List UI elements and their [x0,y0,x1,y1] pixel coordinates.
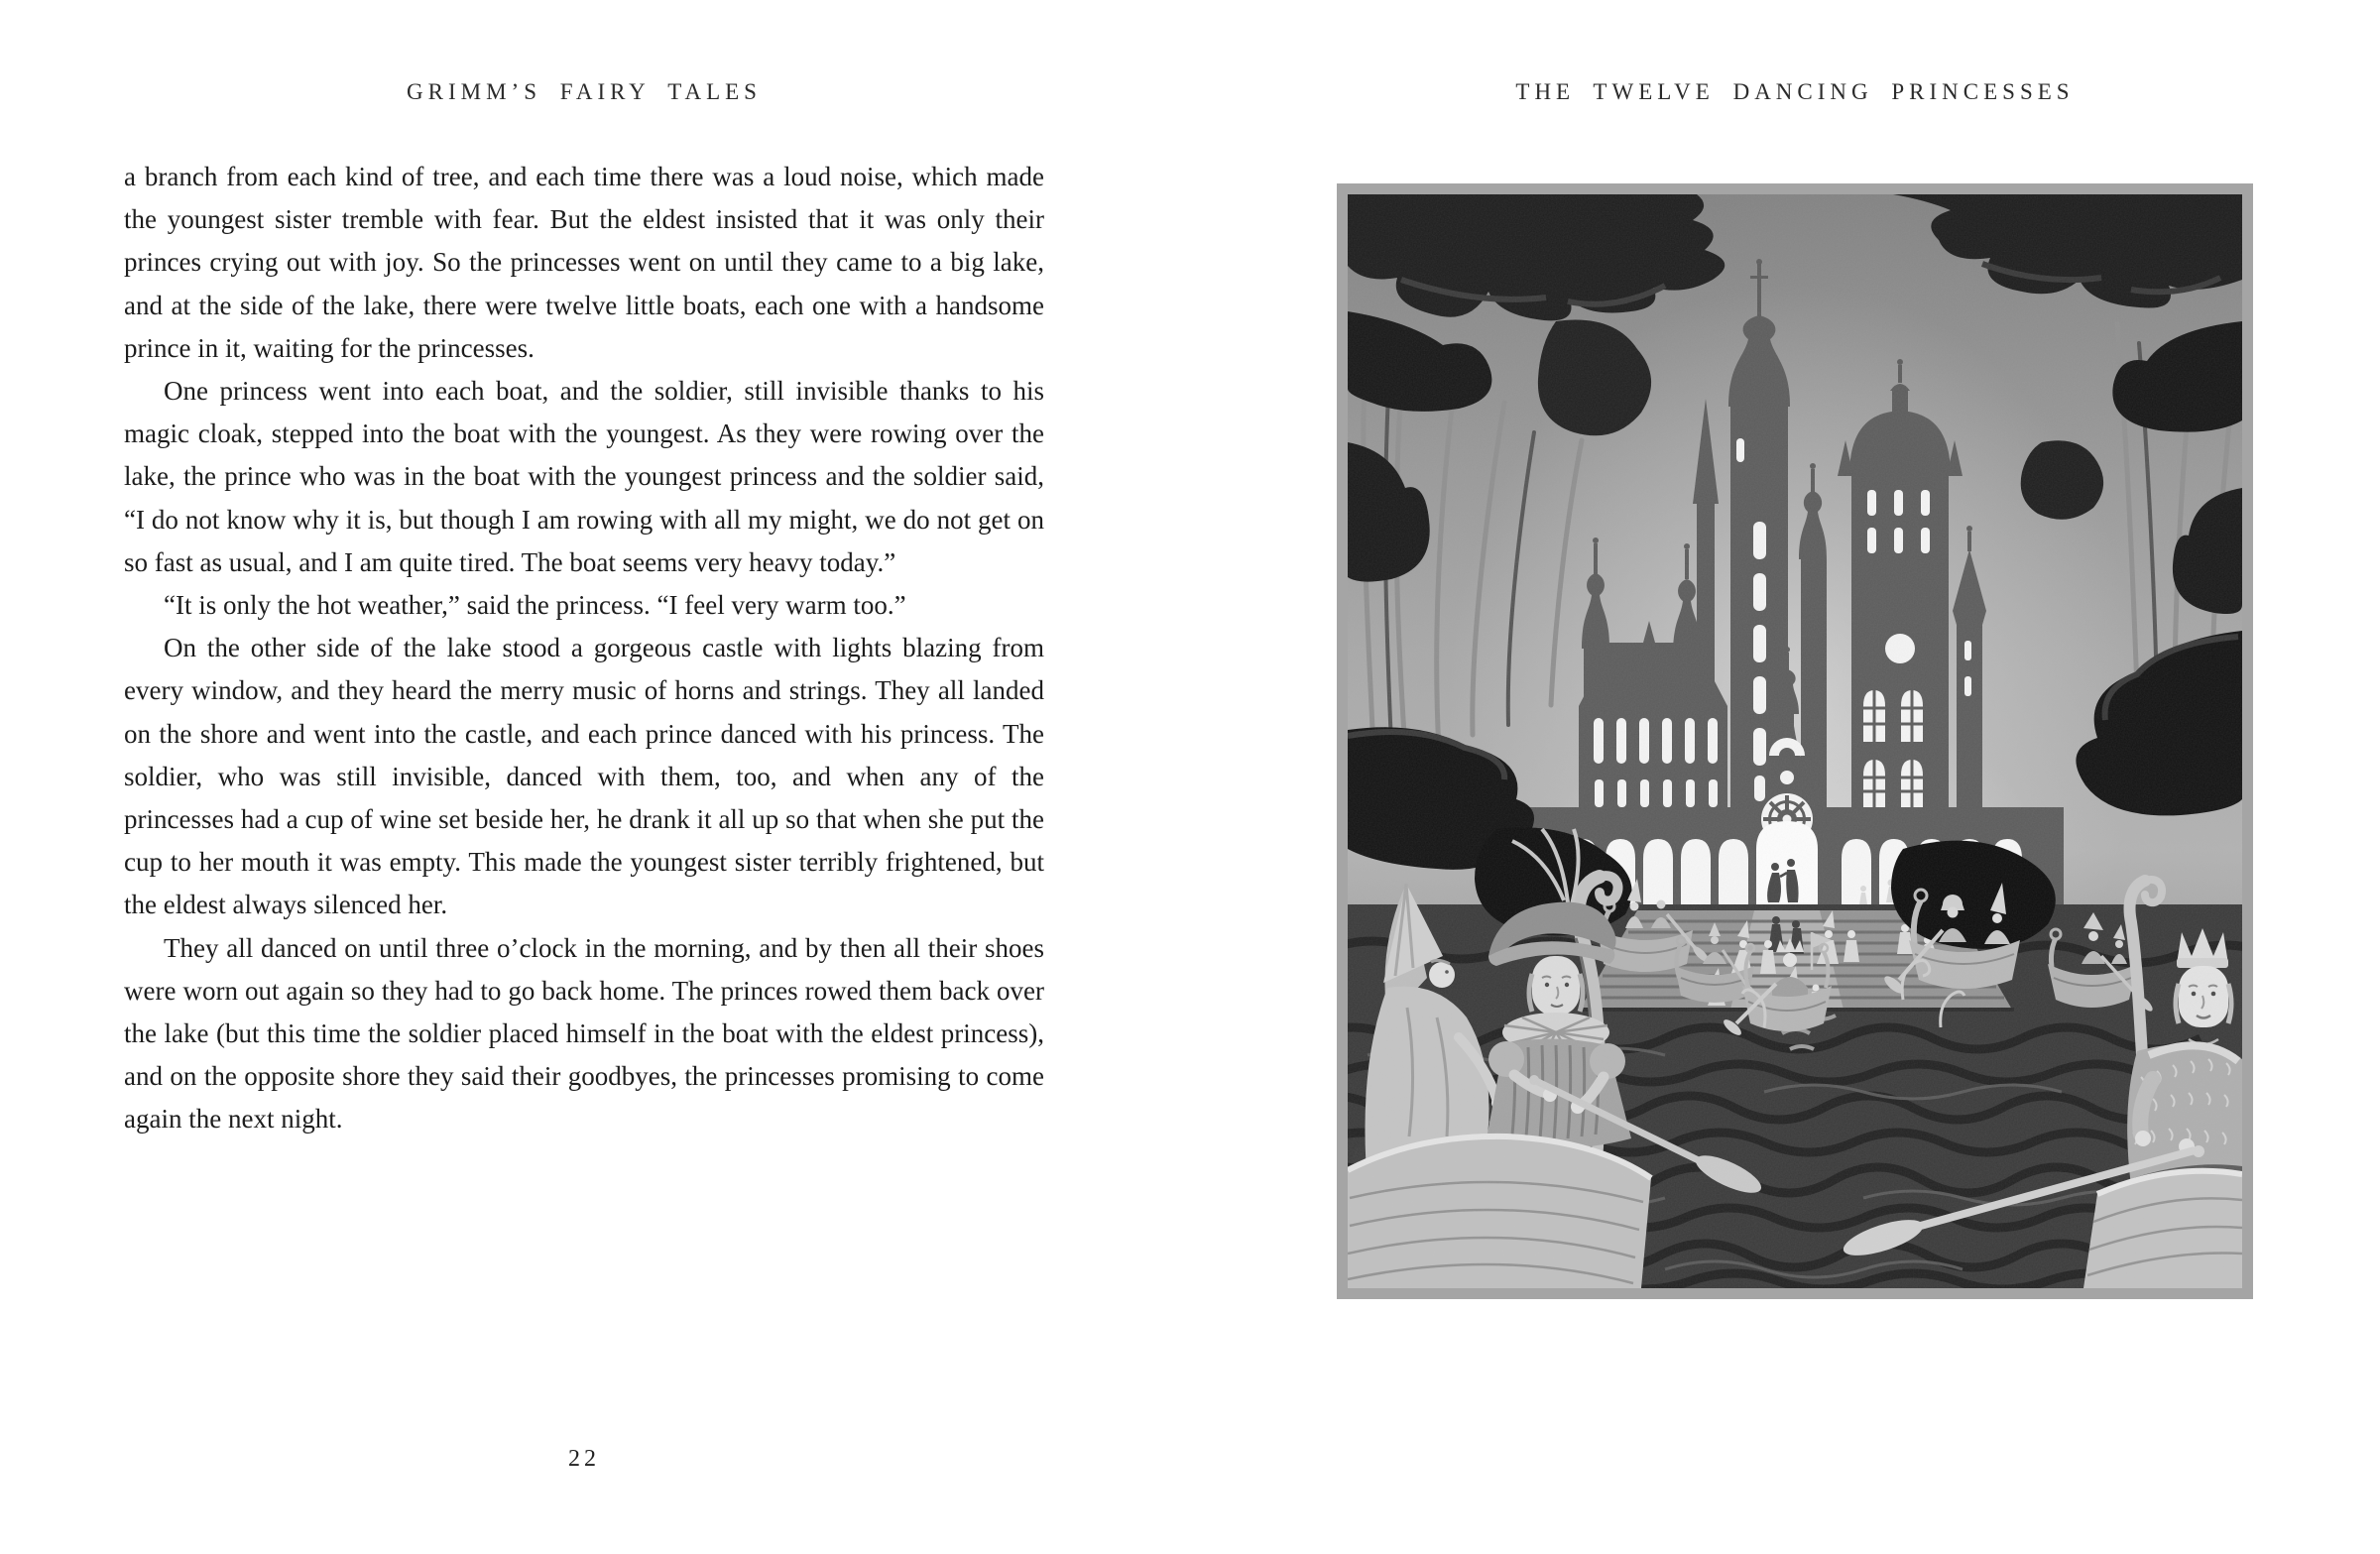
story-paragraph: One princess went into each boat, and the soldier, still invisible thanks to his magic cloak, stepped into the boat with the youngest. As they were rowing over the lake, the prince who was in the boat with the youngest princess and the soldier said, “I do not know why it is, but though I am rowing with all my might, we do not get on so fast as usual, and I am quite tired. The boat seems very heavy today.” [124,376,1044,577]
right-running-head: THE TWELVE DANCING PRINCESSES [1515,79,2075,104]
grain-texture [1348,194,2242,1288]
left-running-head: GRIMM’S FAIRY TALES [407,79,762,104]
story-text [124,156,1044,1141]
illustration-frame [1337,183,2253,1299]
story-paragraph: They all danced on until three o’clock in the morning, and by then all their shoes were worn out again so they had to go back home. The princes rowed them back over the lake (but this time the soldier placed himself in the boat with the eldest princess), and on the opposite shore they said their goodbyes, the princesses promising to come again the next night. [124,932,1044,1135]
castle-lake-illustration [1348,194,2242,1288]
story-paragraph: a branch from each kind of tree, and each time there was a loud noise, which made the youngest sister tremble with fear. But the eldest insisted that it was only their princes crying out with joy. So the princesses went on until they came to a big lake, and at the side of the lake, there were twelve little boats, each one with a handsome prince in it, waiting for the princesses. [124,162,1044,363]
story-paragraph: “It is only the hot weather,” said the princess. “I feel very warm too.” [164,590,906,621]
story-paragraph: On the other side of the lake stood a gorgeous castle with lights blazing from every window, and they heard the merry music of horns and strings. They all landed on the shore and went into the castle, and each prince danced with his princess. The soldier, who was still invisible, danced with them, too, and when any of the princesses had a cup of wine set beside her, he drank it all up so that when she put the cup to her mouth it was empty. This made the youngest sister terribly frightened, but the eldest always silenced her. [124,633,1044,920]
page-number: 22 [568,1446,600,1472]
